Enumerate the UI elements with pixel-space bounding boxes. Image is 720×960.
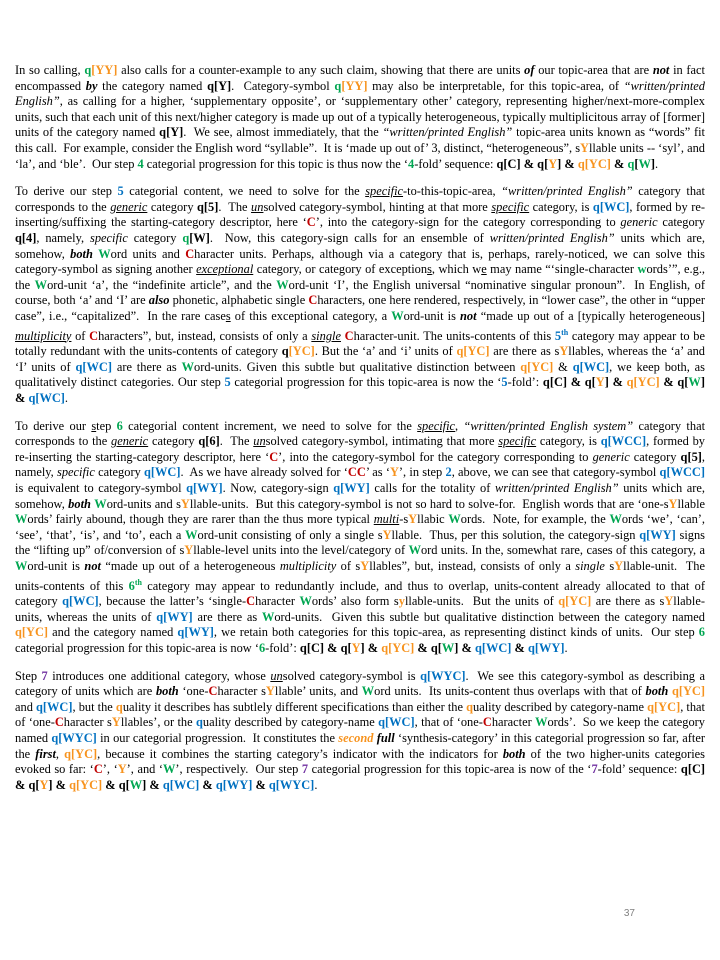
document-body [15, 63, 705, 793]
paragraph-2: To derive our step 5 categorial content, we need to solve for the specific-to-this-topic-area, “written/printed English” category that corresponds to the generic category q[5]. The unsolved category-symbol, hinting at that more specific category, is q[WC], formed by re-inserting/suffixing the starting-category descriptor, here ‘C’, into the category-sign for the category corresponding to generic category q[4], namely, specific category q[W]. Now, this category-sign calls for an ensemble of written/printed English” units which are, somehow, both Word units and Character units. Perhaps, although via a category that is, perhaps, rarely-noticed, we can solve this category-symbol as signing another exceptional category, or category of exceptions, which we may name “‘single-character words’”, e.g., the Word-unit ‘a’, the “indefinite article”, and the Word-unit ‘I’, the English universal “nominative singular pronoun”. In English, of course, both ‘a’ and ‘I’ are also phonetic, alphabetic single Characters, one here rendered, respectively, in “lower case”, the other in “upper case”, i.e., “capitalized”. In the rare cases of this exceptional category, a Word-unit is not “made up out of a [typically heterogeneous] multiplicity of Characters”, but, instead, consists of only a single Character-unit. The units-contents of this 5th category may appear to be totally redundant with the units-contents of category q[YC]. But the ‘a’ and ‘i’ units of q[YC] are there as sYllables, whereas the ‘a’ and ‘I’ units of q[WC] are there as Word-units. Given this subtle but qualitative distinction between q[YC] & q[WC], we keep both, as qualitatively distinct categories. Our step 5 categorial progression for this topic-area is now the ‘5-fold’: q[C] & q[Y] & q[YC] & q[W] & q[WC]. [15, 184, 706, 405]
page-number: 37 [623, 908, 635, 919]
paragraph-4: Step 7 introduces one additional category, whose unsolved category-symbol is q[WYC]. We see this category-symbol as describing a category of units which are both ‘one-Character sYllable’ units, and Word units. Its units-content thus overlaps with that of both q[YC] and q[WC], but the quality it describes has subtlely different specifications than either the quality described by category-name q[YC], that of ‘one-Character sYllables’, or the quality described by category-name q[WC], that of ‘one-Character Words’. So we keep the category named q[WYC] in our categorial progression. It constitutes the second full ‘synthesis-category’ in this categorial progression so far, after the first, q[YC], because it combines the starting category’s indicator with the indicators for both of the two higher-units categories evoked so far: ‘C’, ‘Y’, and ‘W’, respectively. Our step 7 categorial progression for this topic-area is now of the ‘7-fold’ sequence: q[C] & q[Y] & q[YC] & q[W] & q[WC] & q[WY] & q[WYC]. [15, 668, 706, 792]
paragraph-3: To derive our step 6 categorial content increment, we need to solve for the specific, “written/printed English system” category that corresponds to the generic category q[6]. The unsolved category-symbol, intimating that more specific category, is q[WCC], formed by re-inserting the starting-category descriptor, here ‘C’, into the category-symbol for the category corresponding to generic category q[5], namely, specific category q[WC]. As we have already solved for ‘CC’ as ‘Y’, in step 2, above, we can see that category-symbol q[WCC] is equivalent to category-symbol q[WY]. Now, category-sign q[WY] calls for the totality of written/printed English” units which are, somehow, both Word-units and sYllable-units. But this category-symbol is not so hard to solve-for. English words that are ‘one-sYllable Words’ fairly abound, though they are rarer than the thus more typical multi-sYllabic Words. Note, for example, the Words ‘we’, ‘can’, ‘see’, ‘that’, ‘is’, and ‘to’, each a Word-unit consisting of only a single sYllable. Thus, per this solution, the category-sign q[WY] signs the “lifting up” of/conversion of sYllable-level units into the level/category of Word units. In the, somewhat rare, cases of this category, a Word-unit is not “made up out of a heterogeneous multiplicity of sYllables”, but, instead, consists of only a single sYllable-unit. The units-contents of this 6th category may appear to redundantly include, and thus to overlap, units-content already allocated to that of category q[WC], because the latter’s ‘single-Character Words’ also form syllable-units. But the units of q[YC] are there as sYllable-units, whereas the units of q[WY] are there as Word-units. Given this subtle but qualitative distinction between the category named q[YC] and the category named q[WY], we retain both categories for this topic-area, as representing distinct kinds of units. Our step 6 categorial progression for this topic-area is now ‘6-fold’: q[C] & q[Y] & q[YC] & q[W] & q[WC] & q[WY]. [15, 418, 706, 656]
paragraph-1: In so calling, q[YY] also calls for a counter-example to any such claim, showing that there are units of our topic-area that are not in fact encompassed by the category named q[Y]. Category-symbol q[YY] may also be interpretable, for this topic-area, of “written/printed English”, as calling for a higher, ‘supplementary opposite’, or ‘supplementary other’ category, representing higher/next-more-complex units, such that each unit of this next/higher category is made up out of a typically heterogeneous, typically multiplicitous array of [former] units of the category named q[Y]. We see, almost immediately, that the “written/printed English” topic-area units known as “words” fit this call. For example, consider the English word “syllable”. It is ‘made up out of’ 3, distinct, “heterogeneous”, sYllable units -- ‘syl’, and ‘la’, and ‘ble’. Our step 4 categorial progression for this topic is thus now the ‘4-fold’ sequence: q[C] & q[Y] & q[YC] & q[W]. [15, 63, 705, 171]
